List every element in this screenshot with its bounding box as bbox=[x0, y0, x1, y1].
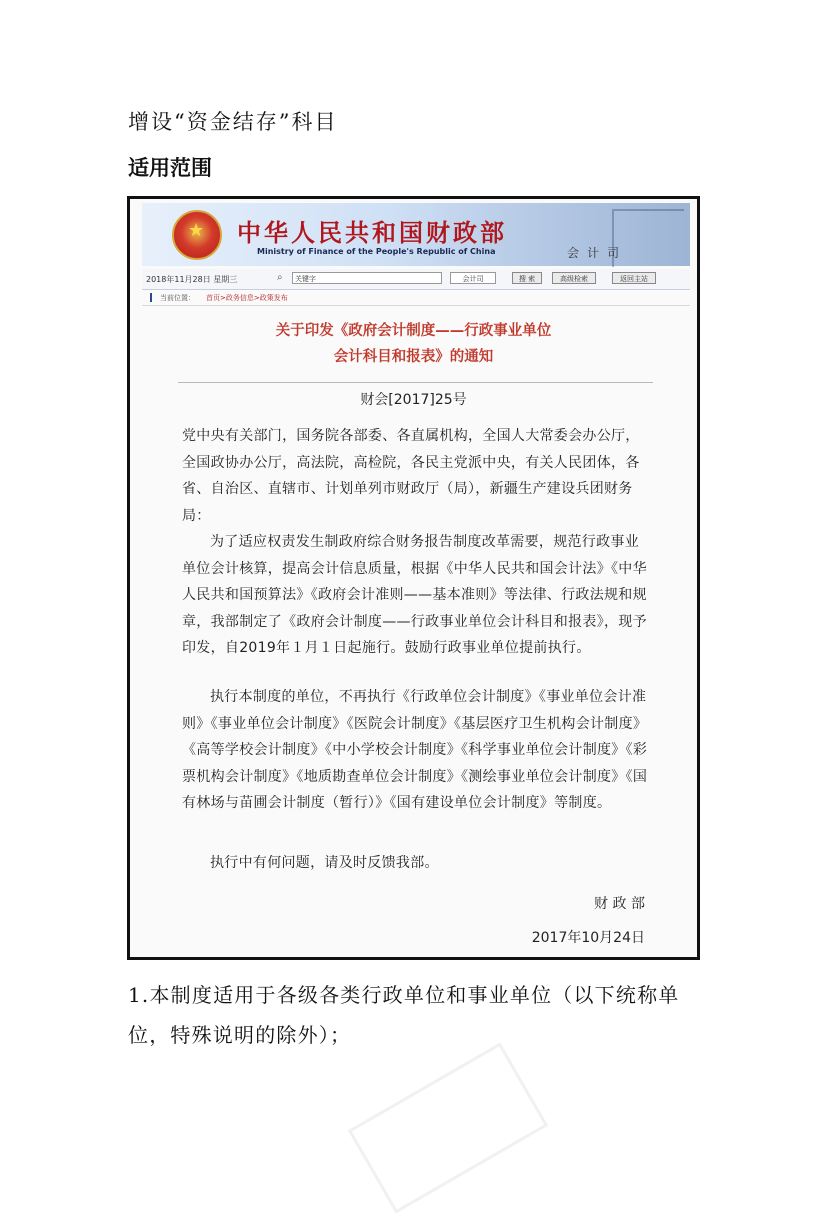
notice-title-line-1: 关于印发《政府会计制度——行政事业单位 bbox=[275, 323, 552, 339]
search-icon: ⌕ bbox=[277, 272, 283, 283]
notice-paragraph-2: 执行本制度的单位，不再执行《行政单位会计制度》《事业单位会计准则》《事业单位会计制度》《医院会计制度》《基层医疗卫生机构会计制度》《高等学校会计制度》《中小学校会计制度》《科学事业单位会计制度》《彩票机构会计制度》《地质勘查单位会计制度》《测绘事业单位会计制度》《国有林场与苗圃会计制度（暂行）》《国有建设单位会计制度》等制度。 bbox=[182, 689, 648, 811]
search-button[interactable]: 搜 索 bbox=[512, 272, 542, 284]
notice-paragraph-1: 为了适应权责发生制政府综合财务报告制度改革需要，规范行政事业单位会计核算，提高会计信息质量，根据《中华人民共和国会计法》《中华人民共和国预算法》《政府会计准则——基本准则》等法律、行政法规和规章，我部制定了《政府会计制度——行政事业单位会计科目和报表》，现予印发，自2019年１月１日起施行。鼓励行政事业单位提前执行。 bbox=[182, 534, 647, 656]
scope-heading: 适用范围 bbox=[128, 156, 212, 180]
search-input[interactable]: 关键字 bbox=[292, 272, 442, 284]
recipients-paragraph: 党中央有关部门，国务院各部委、各直属机构，全国人大常委会办公厅，全国政协办公厅，高法院，高检院，各民主党派中央，有关人民团体，各省、自治区、直辖市、计划单列市财政厅（局），新疆生产建设兵团财务局： bbox=[182, 428, 640, 524]
faint-watermark bbox=[348, 1042, 548, 1213]
document-number: 财会[2017]25号 bbox=[360, 392, 467, 408]
breadcrumb bbox=[142, 291, 690, 306]
ministry-name-cn: 中华人民共和国财政部 bbox=[237, 218, 507, 247]
site-date: 2018年11月28日 星期三 bbox=[146, 275, 238, 284]
breadcrumb-marker bbox=[150, 293, 152, 302]
section-heading: 增设“资金结存”科目 bbox=[128, 110, 338, 134]
department-label: 会计司 bbox=[567, 246, 628, 260]
advanced-search-button[interactable]: 高级检索 bbox=[552, 272, 596, 284]
notice-paragraph-3: 执行中有何问题，请及时反馈我部。 bbox=[210, 855, 439, 871]
notice-title-line-2: 会计科目和报表》的通知 bbox=[333, 349, 494, 365]
signature: 财 政 部 bbox=[594, 896, 645, 912]
title-divider bbox=[178, 382, 653, 383]
breadcrumb-path[interactable]: 首页>政务信息>政策发布 bbox=[206, 294, 288, 302]
ministry-banner bbox=[142, 203, 690, 266]
notice-screenshot bbox=[127, 196, 700, 960]
ministry-name-en: Ministry of Finance of the People's Republic of China bbox=[257, 247, 496, 256]
search-scope-select[interactable]: 会计司 bbox=[450, 272, 496, 284]
national-emblem-icon: ★ bbox=[172, 210, 222, 260]
site-toolbar bbox=[142, 269, 690, 290]
notice-date: 2017年10月24日 bbox=[531, 930, 645, 946]
scope-clause-1: 1.本制度适用于各级各类行政单位和事业单位（以下统称单位，特殊说明的除外）； bbox=[128, 983, 680, 1047]
site-home-button[interactable]: 返回主站 bbox=[612, 272, 656, 284]
breadcrumb-label: 当前位置： bbox=[160, 294, 195, 302]
